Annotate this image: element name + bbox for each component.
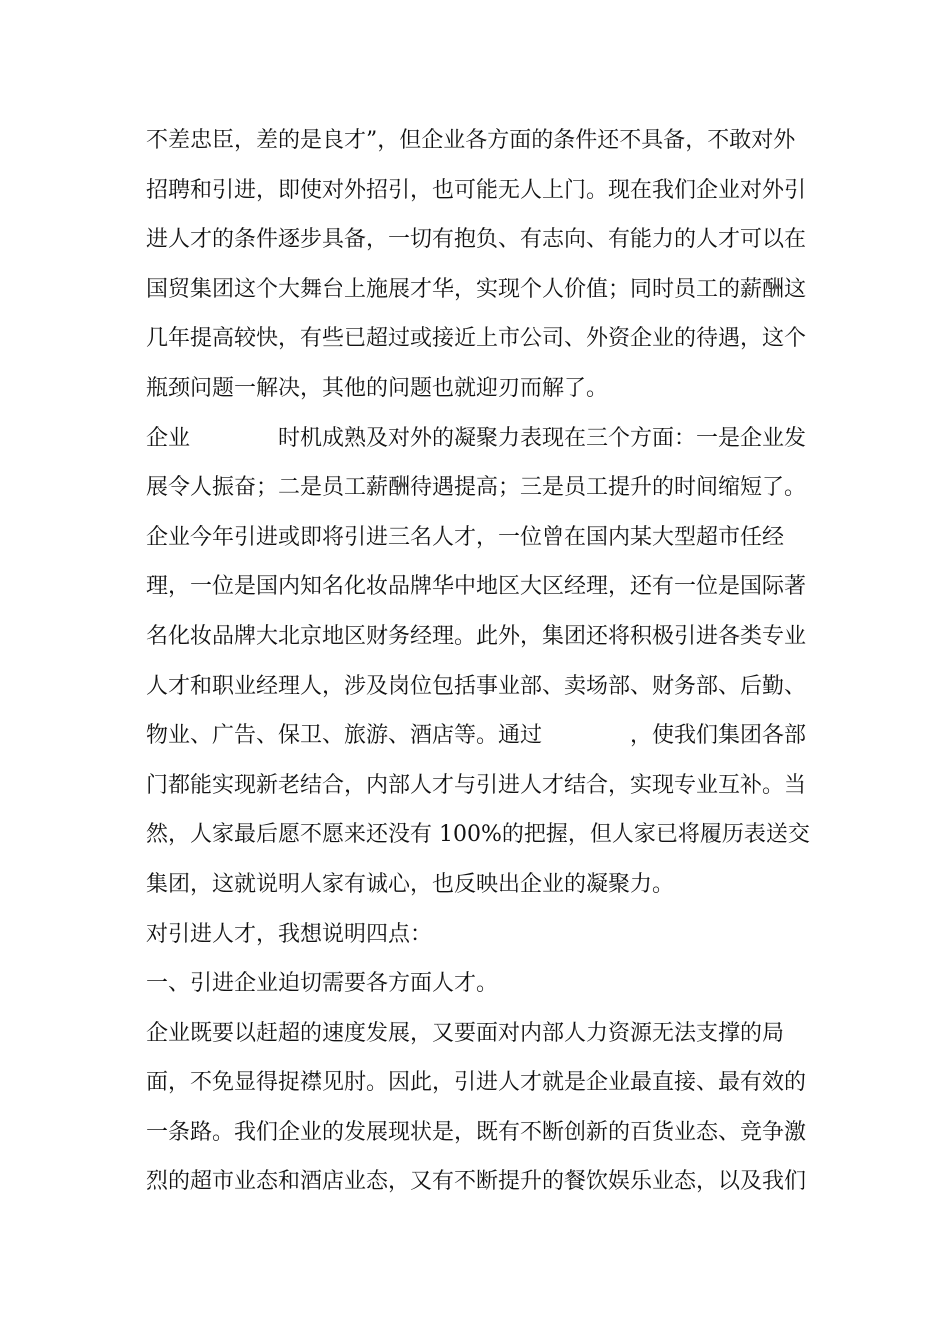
text-line: 对引进人才，我想说明四点： (146, 921, 433, 947)
text-line: 国贸集团这个大舞台上施展才华，实现个人价值；同时员工的薪酬这 (146, 276, 807, 302)
text-line: 展令人振奋；二是员工薪酬待遇提高；三是员工提升的时间缩短了。 (146, 475, 807, 501)
text-line: 招聘和引进，即使对外招引，也可能无人上门。现在我们企业对外引 (146, 177, 807, 203)
text-line: 几年提高较快，有些已超过或接近上市公司、外资企业的待遇，这个 (146, 326, 807, 352)
text-line: 面，不免显得捉襟见肘。因此，引进人才就是企业最直接、最有效的 (146, 1070, 807, 1096)
text-fragment: 企业 (146, 425, 191, 451)
text-fragment: 物业、广告、保卫、旅游、酒店等。通过 (146, 723, 543, 749)
text-line: 不差忠臣，差的是良才”，但企业各方面的条件还不具备，不敢对外 (146, 128, 796, 153)
body-text (146, 116, 811, 1207)
text-line: 企业既要以赶超的速度发展，又要面对内部人力资源无法支撑的局 (146, 1020, 785, 1046)
text-line: 理，一位是国内知名化妆品牌华中地区大区经理，还有一位是国际著 (146, 574, 807, 600)
text-line: 企业今年引进或即将引进三名人才，一位曾在国内某大型超市任经 (146, 524, 785, 550)
text-line: 人才和职业经理人，涉及岗位包括事业部、卖场部、财务部、后勤、 (146, 673, 807, 699)
text-line: 进人才的条件逐步具备，一切有抱负、有志向、有能力的人才可以在 (146, 227, 807, 253)
text-fragment: 时机成熟及对外的凝聚力表现在三个方面：一是企业发 (278, 425, 807, 451)
text-line-with-gap (146, 711, 811, 761)
text-line: 然，人家最后愿不愿来还没有 100%的把握，但人家已将履历表送交 (146, 822, 810, 848)
text-line: 一、引进企业迫切需要各方面人才。 (146, 971, 499, 997)
text-line-with-gap (146, 414, 811, 464)
text-line: 集团，这就说明人家有诚心，也反映出企业的凝聚力。 (146, 871, 675, 897)
text-line: 瓶颈问题一解决，其他的问题也就迎刃而解了。 (146, 375, 609, 401)
text-line: 一条路。我们企业的发展现状是，既有不断创新的百货业态、竞争激 (146, 1119, 807, 1145)
text-line: 烈的超市业态和酒店业态，又有不断提升的餐饮娱乐业态，以及我们 (146, 1169, 807, 1195)
text-line: 门都能实现新老结合，内部人才与引进人才结合，实现专业互补。当 (146, 772, 807, 798)
text-line: 名化妆品牌大北京地区财务经理。此外，集团还将积极引进各类专业 (146, 623, 807, 649)
text-fragment: ，使我们集团各部 (630, 723, 807, 749)
